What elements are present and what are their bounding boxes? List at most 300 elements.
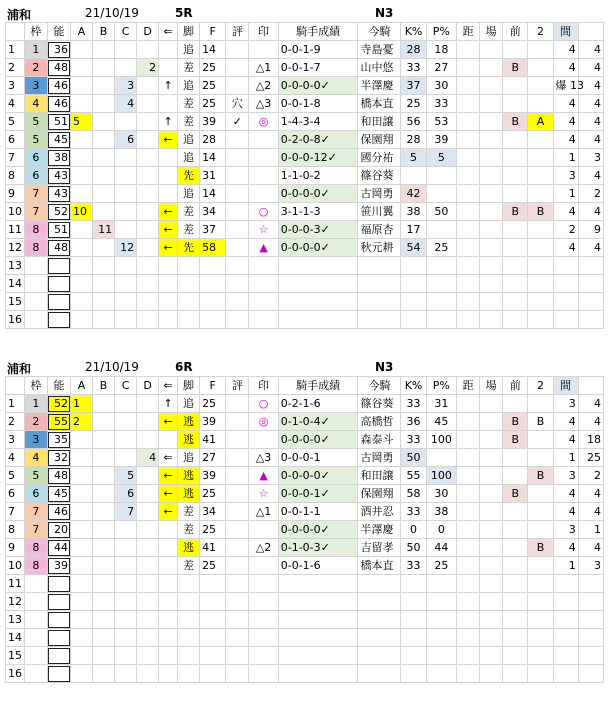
cell	[553, 257, 578, 275]
cell	[159, 665, 178, 683]
jockey-name: 古岡勇	[358, 449, 401, 467]
jockey-record: 0-0-1-6	[278, 557, 358, 575]
running-style: 逃	[178, 485, 200, 503]
cell	[503, 257, 528, 275]
cell	[200, 293, 226, 311]
col-d	[137, 77, 159, 95]
table-row	[6, 467, 604, 485]
cell	[93, 593, 115, 611]
jockey-name: 寺島憂	[358, 41, 401, 59]
column-header: P%	[426, 377, 456, 395]
interval-1: 2	[553, 221, 578, 239]
rating	[226, 503, 249, 521]
rating	[226, 167, 249, 185]
column-header: B	[93, 23, 115, 41]
cell	[200, 665, 226, 683]
k-percent: 28	[401, 41, 426, 59]
table-row	[6, 311, 604, 329]
table-row	[6, 413, 604, 431]
cell	[159, 611, 178, 629]
interval-2: 4	[578, 41, 603, 59]
cell	[528, 665, 553, 683]
prev-rank	[503, 95, 528, 113]
row-number: 3	[6, 77, 25, 95]
distance	[457, 557, 480, 575]
cell	[480, 629, 503, 647]
second-rank	[528, 239, 553, 257]
row-number: 14	[6, 629, 25, 647]
ability-value: 44	[47, 539, 70, 557]
cell	[578, 647, 603, 665]
f-value: 39	[200, 413, 226, 431]
rating	[226, 413, 249, 431]
f-value: 14	[200, 185, 226, 203]
cell	[249, 665, 278, 683]
jockey-record: 0-0-0-0✓	[278, 185, 358, 203]
table-row	[6, 113, 604, 131]
cell	[200, 629, 226, 647]
distance	[457, 131, 480, 149]
cell	[553, 593, 578, 611]
jockey-record: 0-0-0-0✓	[278, 239, 358, 257]
col-a	[71, 539, 93, 557]
race-number: 5R	[175, 6, 193, 20]
cell	[528, 575, 553, 593]
running-style: 差	[178, 113, 200, 131]
jockey-record: 0-1-0-3✓	[278, 539, 358, 557]
prev-rank	[503, 557, 528, 575]
col-a	[71, 557, 93, 575]
second-rank	[528, 77, 553, 95]
interval-1: 3	[553, 521, 578, 539]
cell	[578, 593, 603, 611]
col-b	[93, 503, 115, 521]
table-row	[6, 131, 604, 149]
p-percent: 100	[426, 467, 456, 485]
cell	[426, 665, 456, 683]
jockey-record: 0-0-0-12✓	[278, 149, 358, 167]
waku-number	[24, 611, 47, 629]
col-a: 5	[71, 113, 93, 131]
second-rank	[528, 395, 553, 413]
cell	[358, 293, 401, 311]
prev-rank	[503, 41, 528, 59]
interval-2: 4	[578, 395, 603, 413]
ability-value: 45	[47, 485, 70, 503]
col-c	[115, 203, 137, 221]
row-number: 10	[6, 203, 25, 221]
jockey-record: 1-4-3-4	[278, 113, 358, 131]
column-header: 場	[480, 23, 503, 41]
column-header: 印	[249, 377, 278, 395]
interval-1: 4	[553, 539, 578, 557]
column-header: 脚	[178, 23, 200, 41]
column-header	[6, 377, 25, 395]
p-percent: 30	[426, 77, 456, 95]
f-value: 25	[200, 395, 226, 413]
track	[480, 203, 503, 221]
cell	[71, 665, 93, 683]
col-d	[137, 431, 159, 449]
cell	[249, 647, 278, 665]
track	[480, 95, 503, 113]
cell	[71, 257, 93, 275]
cell	[93, 647, 115, 665]
row-number: 11	[6, 221, 25, 239]
col-b	[93, 131, 115, 149]
f-value: 14	[200, 41, 226, 59]
running-style: 追	[178, 395, 200, 413]
cell	[226, 575, 249, 593]
p-percent: 45	[426, 413, 456, 431]
col-d	[137, 485, 159, 503]
row-number: 16	[6, 665, 25, 683]
running-style: 差	[178, 521, 200, 539]
row-number: 2	[6, 59, 25, 77]
mark-symbol: △3	[249, 95, 278, 113]
cell	[137, 629, 159, 647]
column-header: 評	[226, 23, 249, 41]
interval-1: 1	[553, 449, 578, 467]
cell	[457, 575, 480, 593]
mark-symbol: △1	[249, 503, 278, 521]
interval-1: 4	[553, 131, 578, 149]
cell	[159, 311, 178, 329]
table-row	[6, 539, 604, 557]
cell	[178, 611, 200, 629]
cell	[71, 593, 93, 611]
waku-number: 4	[24, 95, 47, 113]
k-percent: 55	[401, 467, 426, 485]
row-number: 5	[6, 113, 25, 131]
jockey-name: 半澤慶	[358, 77, 401, 95]
prev-rank: B	[503, 413, 528, 431]
p-percent	[426, 221, 456, 239]
jockey-record: 0-1-0-4✓	[278, 413, 358, 431]
cell	[426, 647, 456, 665]
distance	[457, 59, 480, 77]
arrow-icon: ←	[159, 221, 178, 239]
interval-1: 1	[553, 557, 578, 575]
arrow-icon	[159, 521, 178, 539]
track	[480, 59, 503, 77]
waku-number: 3	[24, 77, 47, 95]
row-number: 7	[6, 149, 25, 167]
interval-2: 4	[578, 95, 603, 113]
row-number: 15	[6, 293, 25, 311]
cell	[503, 665, 528, 683]
waku-number	[24, 629, 47, 647]
col-a	[71, 221, 93, 239]
distance	[457, 431, 480, 449]
interval-2: 4	[578, 59, 603, 77]
row-number: 6	[6, 131, 25, 149]
mark-symbol: ☆	[249, 221, 278, 239]
rating	[226, 149, 249, 167]
cell	[480, 611, 503, 629]
cell	[278, 293, 358, 311]
ability-value	[47, 311, 70, 329]
interval-1: 3	[553, 167, 578, 185]
k-percent: 38	[401, 203, 426, 221]
cell	[401, 311, 426, 329]
prev-rank	[503, 467, 528, 485]
col-a	[71, 185, 93, 203]
cell	[249, 257, 278, 275]
mark-symbol: ○	[249, 203, 278, 221]
table-row	[6, 293, 604, 311]
col-d	[137, 167, 159, 185]
cell	[503, 647, 528, 665]
cell	[115, 275, 137, 293]
ability-value	[47, 575, 70, 593]
cell	[528, 593, 553, 611]
waku-number: 6	[24, 167, 47, 185]
cell	[137, 575, 159, 593]
column-header: 能	[47, 377, 70, 395]
running-style: 差	[178, 221, 200, 239]
cell	[115, 593, 137, 611]
ability-value: 20	[47, 521, 70, 539]
track	[480, 539, 503, 557]
k-percent: 28	[401, 131, 426, 149]
track	[480, 149, 503, 167]
track	[480, 413, 503, 431]
second-rank	[528, 521, 553, 539]
row-number: 4	[6, 95, 25, 113]
col-a	[71, 149, 93, 167]
cell	[553, 611, 578, 629]
jockey-name: 吉留孝	[358, 539, 401, 557]
waku-number	[24, 275, 47, 293]
running-style: 差	[178, 59, 200, 77]
distance	[457, 41, 480, 59]
row-number: 16	[6, 311, 25, 329]
running-style: 追	[178, 449, 200, 467]
interval-1: 4	[553, 41, 578, 59]
mark-symbol	[249, 521, 278, 539]
waku-number	[24, 293, 47, 311]
waku-number: 1	[24, 395, 47, 413]
k-percent: 33	[401, 503, 426, 521]
cell	[200, 593, 226, 611]
distance	[457, 521, 480, 539]
rating	[226, 395, 249, 413]
jockey-record: 0-2-1-6	[278, 395, 358, 413]
p-percent: 39	[426, 131, 456, 149]
waku-number: 7	[24, 203, 47, 221]
col-c	[115, 521, 137, 539]
p-percent: 25	[426, 239, 456, 257]
interval-2: 2	[578, 467, 603, 485]
col-c	[115, 185, 137, 203]
col-a	[71, 485, 93, 503]
p-percent: 38	[426, 503, 456, 521]
table-row	[6, 203, 604, 221]
prev-rank: B	[503, 203, 528, 221]
rating	[226, 221, 249, 239]
cell	[278, 647, 358, 665]
jockey-name: 和田譲	[358, 467, 401, 485]
f-value: 25	[200, 485, 226, 503]
running-style: 逃	[178, 413, 200, 431]
col-b	[93, 59, 115, 77]
cell	[137, 311, 159, 329]
arrow-icon: ↑	[159, 395, 178, 413]
ability-value: 55	[47, 413, 70, 431]
waku-number	[24, 575, 47, 593]
p-percent	[426, 167, 456, 185]
ability-value: 48	[47, 239, 70, 257]
rating	[226, 131, 249, 149]
col-a	[71, 239, 93, 257]
track	[480, 485, 503, 503]
k-percent: 54	[401, 239, 426, 257]
col-d	[137, 239, 159, 257]
column-header-row	[6, 23, 604, 41]
interval-2: 4	[578, 239, 603, 257]
prev-rank	[503, 77, 528, 95]
cell	[480, 293, 503, 311]
rating	[226, 185, 249, 203]
cell	[480, 593, 503, 611]
column-header: 今騎	[358, 23, 401, 41]
distance	[457, 149, 480, 167]
cell	[578, 611, 603, 629]
row-number: 3	[6, 431, 25, 449]
waku-number: 8	[24, 239, 47, 257]
arrow-icon	[159, 539, 178, 557]
row-number: 13	[6, 257, 25, 275]
cell	[426, 257, 456, 275]
cell	[457, 311, 480, 329]
column-header: A	[71, 377, 93, 395]
cell	[115, 647, 137, 665]
jockey-name: 和田譲	[358, 113, 401, 131]
waku-number: 4	[24, 449, 47, 467]
ability-value: 48	[47, 467, 70, 485]
cell	[249, 611, 278, 629]
table-row	[6, 77, 604, 95]
col-b	[93, 239, 115, 257]
track	[480, 77, 503, 95]
cell	[200, 275, 226, 293]
col-a: 2	[71, 413, 93, 431]
ability-value	[47, 629, 70, 647]
cell	[278, 575, 358, 593]
interval-1: 爆 13	[553, 77, 578, 95]
column-header: 前	[503, 377, 528, 395]
col-d: 2	[137, 59, 159, 77]
cell	[71, 293, 93, 311]
arrow-icon	[159, 431, 178, 449]
distance	[457, 413, 480, 431]
col-d	[137, 467, 159, 485]
col-d	[137, 131, 159, 149]
ability-value: 43	[47, 185, 70, 203]
cell	[71, 629, 93, 647]
cell	[93, 629, 115, 647]
jockey-name: 保園翔	[358, 131, 401, 149]
col-d: 4	[137, 449, 159, 467]
col-a	[71, 431, 93, 449]
column-header: 騎手成績	[278, 377, 358, 395]
column-header-row	[6, 377, 604, 395]
table-row	[6, 431, 604, 449]
second-rank: B	[528, 467, 553, 485]
f-value: 39	[200, 467, 226, 485]
cell	[115, 311, 137, 329]
cell	[93, 257, 115, 275]
cell	[528, 611, 553, 629]
interval-2: 4	[578, 413, 603, 431]
column-header: K%	[401, 377, 426, 395]
k-percent: 36	[401, 413, 426, 431]
p-percent: 44	[426, 539, 456, 557]
rating	[226, 59, 249, 77]
rating	[226, 449, 249, 467]
jockey-name: 保園翔	[358, 485, 401, 503]
prev-rank	[503, 131, 528, 149]
row-number: 1	[6, 41, 25, 59]
cell	[503, 575, 528, 593]
venue-label: 浦和	[7, 362, 32, 376]
col-d	[137, 203, 159, 221]
distance	[457, 77, 480, 95]
prev-rank	[503, 167, 528, 185]
cell	[178, 665, 200, 683]
arrow-icon: ←	[159, 503, 178, 521]
column-header: 印	[249, 23, 278, 41]
distance	[457, 95, 480, 113]
cell	[71, 575, 93, 593]
waku-number: 6	[24, 485, 47, 503]
rating	[226, 239, 249, 257]
row-number: 1	[6, 395, 25, 413]
column-header	[6, 23, 25, 41]
waku-number: 7	[24, 503, 47, 521]
running-style: 逃	[178, 431, 200, 449]
col-b	[93, 95, 115, 113]
column-header: 騎手成績	[278, 23, 358, 41]
waku-number	[24, 593, 47, 611]
rating	[226, 557, 249, 575]
interval-1: 4	[553, 95, 578, 113]
waku-number	[24, 257, 47, 275]
arrow-icon: ↑	[159, 77, 178, 95]
cell	[401, 275, 426, 293]
second-rank	[528, 149, 553, 167]
column-header: K%	[401, 23, 426, 41]
col-b	[93, 41, 115, 59]
arrow-icon	[159, 149, 178, 167]
interval-1: 1	[553, 185, 578, 203]
interval-2: 3	[578, 149, 603, 167]
col-b	[93, 395, 115, 413]
ability-value: 46	[47, 95, 70, 113]
col-c	[115, 449, 137, 467]
cell	[159, 593, 178, 611]
second-rank	[528, 59, 553, 77]
row-number: 8	[6, 167, 25, 185]
k-percent: 42	[401, 185, 426, 203]
col-c	[115, 431, 137, 449]
f-value: 14	[200, 149, 226, 167]
col-c	[115, 413, 137, 431]
cell	[358, 665, 401, 683]
col-d	[137, 185, 159, 203]
waku-number: 6	[24, 149, 47, 167]
